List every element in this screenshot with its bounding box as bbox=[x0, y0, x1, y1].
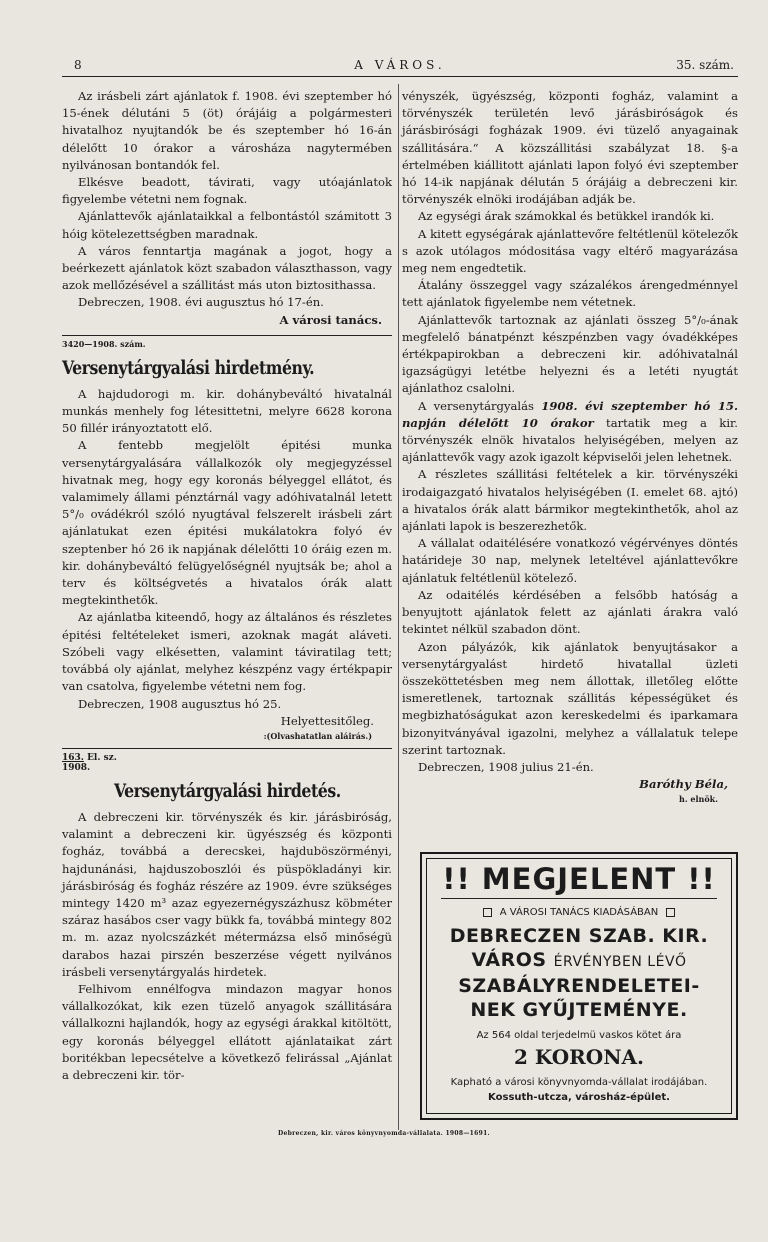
notice2-ref-number: 163. bbox=[62, 752, 84, 763]
tender-post: tartatik meg a kir. törvényszék elnök hivatalos helyiségében, melyen az ajánlattevők vagy azok igazolt képviselői jelen lehetnek. bbox=[402, 415, 738, 465]
tender-date: 1908. évi szeptember hó 15. napján délelőtt 10 órakor bbox=[402, 398, 739, 430]
right-signature-title: h. elnök. bbox=[679, 794, 718, 805]
right-date: Debreczen, 1908 julius 21-én. bbox=[418, 759, 594, 774]
notice1-paragraph: Az ajánlatba kiteendő, hogy az általános és részletes épitési feltételeket ismeri, azoknak magát aláveti. Szóbeli vagy elkésetten, valamint táviratilag tett; továbbá oly ajánlat, melyhez készpénz vagy értékpapir van csatolva, figyelembe vétetni nem fog. bbox=[62, 610, 392, 694]
intro-paragraph: Az irásbeli zárt ajánlatok f. 1908. évi szeptember hó 15-ének délutáni 5 (öt) órájáig a polgármesteri hivatalhoz nyujtandók be és szeptember hó 16-án délelőtt 10 órakor a városháza nagytermében nyilvánosan bontandók fel. bbox=[62, 89, 392, 172]
intro-date: Debreczen, 1908. évi augusztus hó 17-én. bbox=[78, 295, 324, 310]
right-paragraph: A kitett egységárak ajánlattevőre feltétlenül kötelezők s azok utólagos módositása vagy eltérő magyarázása meg nem engedtetik. bbox=[402, 226, 738, 276]
continued-paragraph: vényszék, ügyészség, központi fogház, valamint a törvényszék területén levő járásbiróságok és járásbirósági fogházak 1909. évi tüzelő anyagainak szállitására.“ A közszállitási szabályzat 18. §-a értelmében kiállitott ajánlati lapon folyó évi szeptember hó 14-ik napjának délután 5 órájáig a debreczeni kir. törvényszék elnöki irodájában adják be. bbox=[402, 89, 738, 207]
masthead-title: A VÁROS. bbox=[354, 58, 446, 72]
right-paragraph: Átalány összeggel vagy százalékos árengedménnyel tett ajánlatok figyelembe nem vétetnek. bbox=[402, 278, 738, 310]
ad-pages-text: Az 564 oldal terjedelmü vaskos kötet ára bbox=[476, 1030, 682, 1041]
page-header bbox=[62, 58, 738, 77]
right-paragraph: Azon pályázók, kik ajánlatok benyujtásakor a versenytárgyalást hirdető hivatallal üzleti összeköttetésben meg nem állottak, illetőleg előtte ismeretlenek, tartoznak szállitás képességüket és megbizhatóságukat azon kereskedelmi és iparkamara bizonyitványával igazolni, melyhez a vállalatuk telepe szerint tartoznak. bbox=[402, 639, 738, 757]
ad-book-subword: ÉRVÉNYBEN LÉVŐ bbox=[553, 954, 687, 970]
issue-number: 35. szám. bbox=[676, 58, 734, 72]
left-column bbox=[62, 88, 392, 1084]
ad-price: 2 KORONA. bbox=[514, 1045, 644, 1069]
section-rule bbox=[62, 335, 392, 336]
right-paragraph: Az egységi árak számokkal és betükkel irandók ki. bbox=[418, 209, 715, 224]
ad-book-line: NEK GYŰJTEMÉNYE. bbox=[470, 999, 688, 1021]
ad-availability bbox=[427, 1075, 731, 1105]
ad-book-line: SZABÁLYRENDELETEI- bbox=[458, 975, 700, 997]
square-icon bbox=[483, 908, 492, 917]
ad-divider bbox=[441, 898, 717, 899]
ad-book-title bbox=[427, 924, 731, 1022]
notice1-reference: 3420—1908. szám. bbox=[62, 338, 146, 349]
notice1-signature: Helyettesitőleg. bbox=[280, 713, 374, 728]
right-paragraph: A vállalat odaitélésére vonatkozó végérvényes döntés határideje 30 nap, melynek leteltével ajánlattevőkre ajánlatuk feltétlenül kötelező. bbox=[402, 536, 738, 585]
ad-book-line: DEBRECZEN SZAB. KIR. bbox=[449, 925, 709, 947]
section-rule bbox=[62, 748, 392, 749]
notice1-paragraph: A hajdudorogi m. kir. dohánybeváltó hivatalnál munkás menhely fog létesittetni, melyre 6628 korona 50 fillér irányoztatott elő. bbox=[62, 386, 392, 436]
page-number: 8 bbox=[74, 58, 82, 72]
notice2-ref-year: 1908. bbox=[62, 762, 91, 773]
printer-imprint: Debreczen, kir. város könyvnyomda-vállalata. 1908—1691. bbox=[278, 1130, 490, 1137]
right-paragraph: Ajánlattevők tartoznak az ajánlati összeg 5°/₀-ának megfelelő bánatpénzt készpénzben vagy óvadékképes értékpapirokban a debreczeni kir. adóhivatalnál igazságügyi letétbe helyezni és a letéti nyugtát ajánlathoz csalolni. bbox=[402, 312, 738, 396]
advertisement-box bbox=[420, 852, 738, 1120]
notice1-headline: Versenytárgyalási hirdetmény. bbox=[62, 356, 315, 379]
square-icon bbox=[666, 908, 675, 917]
ad-headline: !! MEGJELENT !! bbox=[442, 862, 716, 896]
intro-signature: A városi tanács. bbox=[279, 312, 382, 327]
ad-publisher bbox=[427, 907, 731, 918]
right-column bbox=[402, 88, 738, 805]
right-paragraph: Az odaitélés kérdésében a felsőbb hatóság a benyujtott ajánlatok felett az ajánlati árakra való tekintet nélkül szabadon dönt. bbox=[402, 587, 738, 637]
ad-publisher-text: A VÁROSI TANÁCS KIADÁSÁBAN bbox=[499, 907, 659, 918]
intro-paragraph: Elkésve beadott, távirati, vagy utóajánlatok figyelembe vétetni nem fognak. bbox=[62, 175, 392, 207]
notice1-signature-note: :(Olvashatatlan aláirás.) bbox=[263, 730, 372, 741]
tender-paragraph bbox=[402, 398, 738, 467]
ad-avail-line: Kapható a városi könyvnyomda-vállalat irodájában. bbox=[450, 1077, 708, 1088]
notice1-paragraph: A fentebb megjelölt épitési munka versenytárgyalására vállalkozók oly megjegyzéssel hivatnak meg, hogy egy koronás bélyeggel ellátot, és valamimely állami pénztárnál vagy adóhivatalnál letett 5°/₀ ovádékról szóló nyugtával felszerelt irásbeli zárt ajánlatukat ezen épitési mukálatokra folyó év szeptenber hó 26 ik napjának délelőtti 10 óráig ezen m. kir. dohánybeváltó felügyelőségnél nyujtsák be; ahol a terv és költségvetés a hivatalos órák alatt megtekinthetők. bbox=[62, 438, 392, 608]
notice2-paragraph: Felhivom ennélfogva mindazon magyar honos vállalkozókat, kik ezen tüzelő anyagok szállitására vállalkozni hajlandók, hogy az egységi árakkal kitöltött, egy koronás bélyeggel ellátott ajánlataikat zárt boritékban lepecsételve a következő felirással „Ajánlat a debreczeni kir. tör- bbox=[62, 981, 392, 1082]
notice2-reference bbox=[62, 753, 392, 773]
right-signature: Baróthy Béla, bbox=[639, 777, 728, 792]
notice2-ref-suffix: El. sz. bbox=[87, 752, 117, 763]
tender-pre: A versenytárgyalás bbox=[418, 398, 534, 413]
right-paragraph: A részletes szállitási feltételek a kir. törvényszéki irodaigazgató hivatalos helyiségében (I. emelet 68. ajtó) a hivatalos órák alatt bármikor megtekinthetők, ahol az ajánlati lapok is beszerezhetők. bbox=[402, 467, 738, 534]
ad-avail-address: Kossuth-utcza, városház-épület. bbox=[488, 1092, 670, 1103]
intro-paragraph: A város fenntartja magának a jogot, hogy a beérkezett ajánlatok közt szabadon választhasson, vagy azok mellőzésével a szállitást más uton biztosithassa. bbox=[62, 243, 392, 293]
ad-book-line bbox=[427, 948, 731, 974]
notice2-headline: Versenytárgyalási hirdetés. bbox=[114, 779, 341, 802]
ad-book-word: VÁROS bbox=[471, 949, 547, 971]
column-divider bbox=[398, 84, 399, 1130]
notice2-paragraph: A debreczeni kir. törvényszék és kir. járásbiróság, valamint a debreczeni kir. ügyészség és központi fogház, továbbá a derecskei, hajduböszörményi, hajdunánási, hajduszoboszlói és püspökladányi kir. járásbiróság és fogház részére az 1909. évre szükséges mintegy 1420 m³ azaz egyezernégyszázhusz köbméter száraz hasábos cser vagy bükk fa, továbbá mintegy 802 m. m. azaz nyolcszázkét métermázsa első minőségü darabos hazai pirszén beszerzése végett nyilvános irásbeli versenytárgyalás hirdetek. bbox=[62, 809, 392, 979]
advertisement-inner-border bbox=[426, 858, 732, 1114]
intro-paragraph: Ajánlattevők ajánlataikkal a felbontástól számitott 3 hóig kötelezettségben maradnak. bbox=[62, 209, 392, 241]
notice1-date: Debreczen, 1908 augusztus hó 25. bbox=[78, 696, 282, 711]
